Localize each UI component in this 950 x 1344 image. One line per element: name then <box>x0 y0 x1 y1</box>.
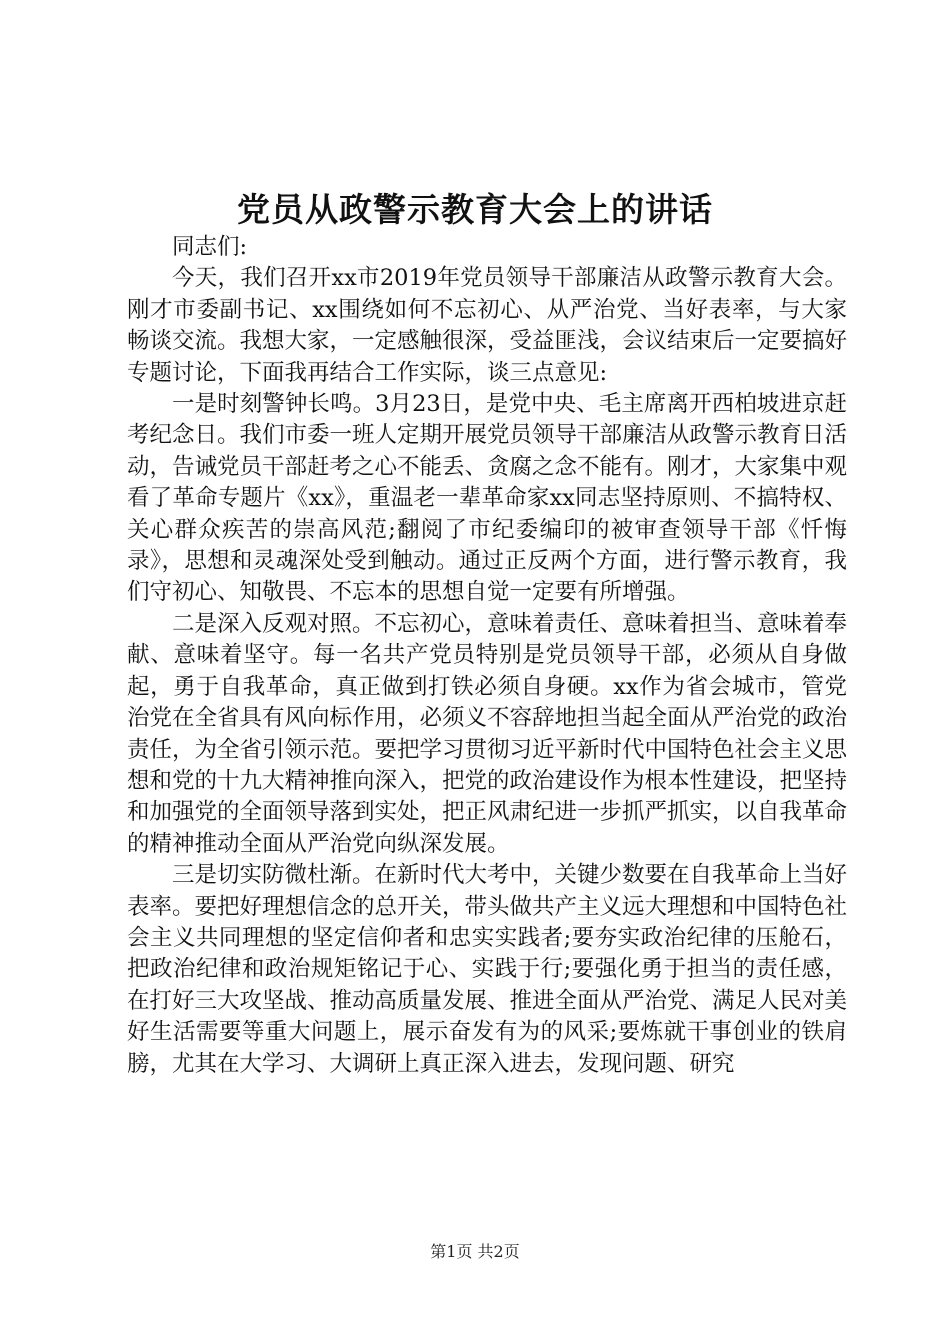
paragraph-intro: 今天，我们召开xx市2019年党员领导干部廉洁从政警示教育大会。刚才市委副书记、xx围绕如何不忘初心、从严治党、当好表率，与大家畅谈交流。我想大家，一定感触很深，受益匪浅，会议结束后一定要搞好专题讨论，下面我再结合工作实际，谈三点意见: <box>127 265 848 386</box>
paragraph-point-two: 二是深入反观对照。不忘初心，意味着责任、意味着担当、意味着奉献、意味着坚守。每一名共产党员特别是党员领导干部，必须从自身做起，勇于自我革命，真正做到打铁必须自身硬。xx作为省会城市，管党治党在全省具有风向标作用，必须义不容辞地担当起全面从严治党的政治责任，为全省引领示范。要把学习贯彻习近平新时代中国特色社会主义思想和党的十九大精神推向深入，把党的政治建设作为根本性建设，把坚持和加强党的全面领导落到实处，把正风肃纪进一步抓严抓实，以自我革命的精神推动全面从严治党向纵深发展。 <box>127 610 848 857</box>
document-body <box>127 232 847 1080</box>
page-number-footer: 第1页 共2页 <box>430 1242 520 1261</box>
paragraph-point-three: 三是切实防微杜渐。在新时代大考中，关键少数要在自我革命上当好表率。要把好理想信念的总开关，带头做共产主义远大理想和中国特色社会主义共同理想的坚定信仰者和忠实实践者;要夯实政治纪律的压舱石，把政治纪律和政治规矩铭记于心、实践于行;要强化勇于担当的责任感，在打好三大攻坚战、推动高质量发展、推进全面从严治党、满足人民对美好生活需要等重大问题上，展示奋发有为的风采;要炼就干事创业的铁肩膀，尤其在大学习、大调研上真正深入进去，发现问题、研究 <box>127 862 848 1077</box>
paragraph-point-one: 一是时刻警钟长鸣。3月23日，是党中央、毛主席离开西柏坡进京赶考纪念日。我们市委一班人定期开展党员领导干部廉洁从政警示教育日活动，告诫党员干部赶考之心不能丢、贪腐之念不能有。刚才，大家集中观看了革命专题片《xx》，重温老一辈革命家xx同志坚持原则、不搞特权、关心群众疾苦的崇高风范;翻阅了市纪委编印的被审查领导干部《忏悔录》，思想和灵魂深处受到触动。通过正反两个方面，进行警示教育，我们守初心、知敬畏、不忘本的思想自觉一定要有所增强。 <box>127 391 848 606</box>
document-title: 党员从政警示教育大会上的讲话 <box>237 190 713 229</box>
salutation: 同志们: <box>172 234 248 260</box>
